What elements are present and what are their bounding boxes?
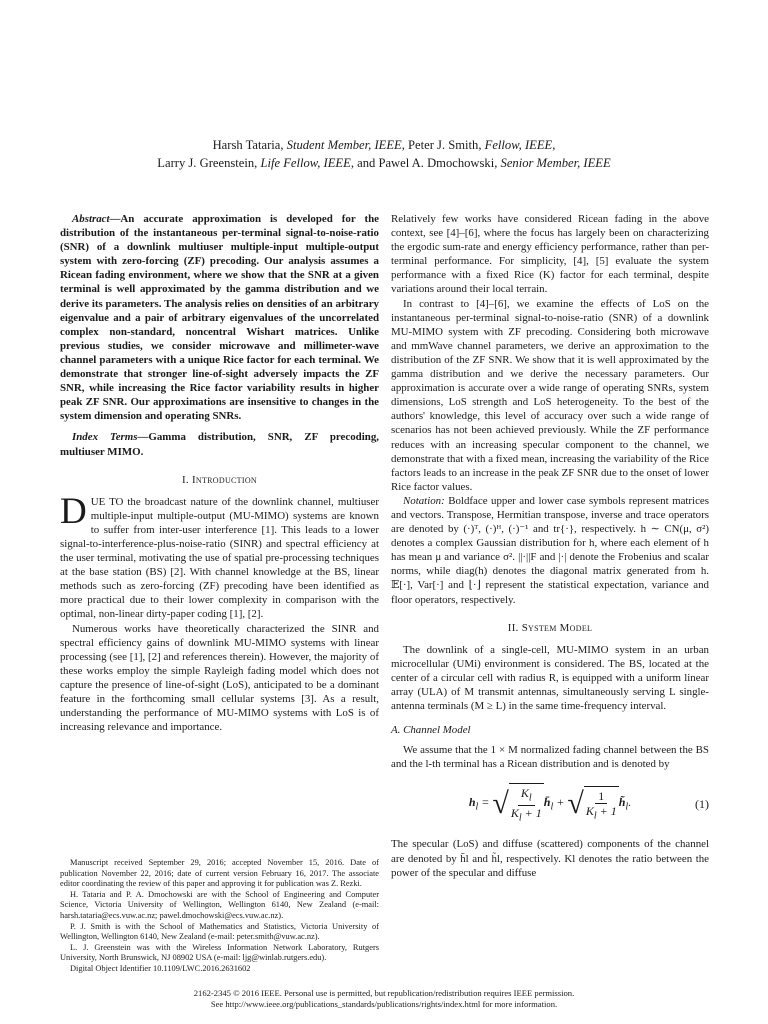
author-grade-tataria: Student Member, IEEE	[286, 138, 402, 152]
drop-cap: D	[60, 490, 87, 532]
section-heading-introduction: I. Introduction	[182, 473, 257, 486]
right-column	[391, 212, 709, 880]
footnote-affiliation-greenstein: L. J. Greenstein was with the Wireless Information Network Laboratory, Rutgers University, North Brunswick, NJ 08902 USA (e-mail: ljg@winlab.rutgers.edu).	[60, 942, 379, 963]
author-separator: ,	[552, 138, 556, 152]
copyright-footer	[60, 988, 708, 1010]
right-paragraph-2: In contrast to [4]–[6], we examine the effects of LoS on the instantaneous per-terminal signal-to-noise-ratio (SNR) of a downlink MU-MIMO system with ZF precoding. Considering both microwave and mmWave channel parameters, we derive an approximation to the distribution of the ZF SNR. We show that it is well approximated by the gamma distribution and we derive the necessary parameters. Our approximation is accurate over a wide range of operating SNRs, system dimensions, LoS strength and LoS heterogeneity. To the best of the authors' knowledge, this level of accuracy over such a wide range of scenarios has not been achieved previously. While the ZF performance reduces with an increasing specular component to the channel, we demonstrate that with a fixed mean, increasing the variability of the Rice factors leads to an increase in the peak ZF SNR due to the onset of lower Rice factor values.	[391, 297, 709, 493]
author-grade-dmochowski: Senior Member, IEEE	[500, 156, 611, 170]
subsection-heading-channel-model: A. Channel Model	[391, 724, 471, 737]
channel-model-paragraph: We assume that the 1 × M normalized fading channel between the BS and the l-th terminal has a Ricean distribution and is denoted by	[391, 744, 709, 771]
author-line-1	[60, 136, 708, 154]
equation-number: (1)	[695, 797, 709, 812]
equation-1: $h_l$ = √ $\frac{K_l}{K_l + 1}$ $h̄_l$ + √ $\frac{1}{K_l + 1}$ $h̃_l$. (1)	[391, 777, 709, 831]
footnotes	[60, 858, 379, 975]
index-terms	[60, 430, 379, 458]
author-grade-greenstein: Life Fellow, IEEE	[260, 156, 351, 170]
right-paragraph-final: The specular (LoS) and diffuse (scattered) components of the channel are denoted by h̄l and h̃l, respectively. Kl denotes the ratio between the power of the specular and diffuse	[391, 838, 709, 879]
abstract	[60, 212, 379, 423]
left-column	[60, 212, 379, 734]
intro-paragraph-2: Numerous works have theoretically characterized the SINR and spectral efficiency gains of downlink MU-MIMO systems with linear processing (see [1], [2] and references therein). However, the majority of these works employ the simple Rayleigh fading model which does not capture the presence of line-of-sight (LoS), anticipated to be a dominant feature in the forthcoming small cellular systems [3]. As a result, understanding the performance of MU-MIMO systems with LoS is of increasing relevance and importance.	[60, 622, 379, 734]
section-heading-system-model: II. System Model	[507, 621, 593, 634]
author-name-tataria: Harsh Tataria,	[212, 138, 287, 152]
author-line-2	[60, 154, 708, 172]
author-name-greenstein: Larry J. Greenstein,	[157, 156, 261, 170]
rights-url-line: See http://www.ieee.org/publications_standards/publications/rights/index.html for more information.	[210, 999, 558, 1009]
footnote-doi: Digital Object Identifier 10.1109/LWC.2016.2631602	[70, 963, 251, 973]
right-paragraph-1: Relatively few works have considered Ricean fading in the above context, see [4]–[6], where the focus has largely been on characterizing the ergodic sum-rate and energy efficiency performance, rather than per-terminal performance. For simplicity, [4], [5] evaluate the system performance with a fixed Rice (K) factor for each terminal, despite variations around their local terrain.	[391, 213, 709, 296]
footnote-affiliation-smith: P. J. Smith is with the School of Mathematics and Statistics, Victoria University of Wellington, Wellington 6140, New Zealand (e-mail: peter.smith@vuw.ac.nz).	[60, 921, 379, 942]
abstract-text: —An accurate approximation is developed for the distribution of the instantaneous per-terminal signal-to-noise-ratio (SNR) of a downlink multiuser multiple-input multiple-output system with zero-forcing (ZF) precoding. Our analysis assumes a Ricean fading environment, where we show that the SNR at a given terminal is well approximated by the gamma distribution and we derive its parameters. The analysis relies on densities of an arbitrary eigenvalue and a pair of arbitrary eigenvalues of the uncorrelated complex non-standard, noncentral Wishart matrices. Unlike previous studies, we consider microwave and millimeter-wave channel parameters with a unique Rice factor for each terminal. We demonstrate that stronger line-of-sight adversely impacts the ZF SNR, while increasing the Rice factor variability results in higher peak ZF SNR. Our approximations are insensitive to changes in the system dimension and operating SNRs.	[60, 213, 379, 423]
footnote-manuscript: Manuscript received September 29, 2016; accepted November 15, 2016. Date of publication November 22, 2016; date of current version February 16, 2017. The associate editor coordinating the review of this paper and approving it for publication was Z. Rezki.	[60, 858, 379, 889]
copyright-line: 2162-2345 © 2016 IEEE. Personal use is permitted, but republication/redistribution requires IEEE permission.	[193, 988, 575, 998]
intro-paragraph-1: DUE TO the broadcast nature of the downlink channel, multiuser multiple-input multiple-output (MU-MIMO) systems are known to suffer from inter-user interference [1]. This leads to a lower signal-to-interference-plus-noise-ratio (SINR) and spectral efficiency at the user terminal, motivating the use of spatial pre-processing techniques at the base station (BS) [2]. With channel knowledge at the BS, linear methods such as zero-forcing (ZF) precoding have been identified as more practical due to their lower complexity in comparison with the optimal, non-linear dirty-paper coding [1], [2].	[60, 490, 379, 621]
author-name-dmochowski: , and Pawel A. Dmochowski,	[350, 156, 501, 170]
notation-label: Notation:	[403, 494, 445, 507]
notation-paragraph	[391, 494, 709, 607]
notation-text: Boldface upper and lower case symbols represent matrices and vectors. Transpose, Hermitian transpose, inverse and trace operators are denoted by (·)ᵀ, (·)ᴴ, (·)⁻¹ and tr{·}, respectively. h ∼ CN(μ, σ²) denotes a complex Gaussian distribution for h, where each element of h has mean μ and variance σ². ||·||F and |·| denote the Frobenius and scalar norms, while diag(h) denotes the diagonal matrix generated from h. 𝔼[·], Var[·] and ⌊·⌋ represent the statistical expectation, variance and floor operators, respectively.	[391, 494, 709, 606]
system-model-paragraph: The downlink of a single-cell, MU-MIMO system in an urban microcellular (UMi) environment is considered. The BS, located at the center of a circular cell with radius R, is equipped with a uniform linear array (ULA) of M transmit antennas, simultaneously serving L single-antenna terminals (M ≥ L) in the same time-frequency interval.	[391, 643, 709, 713]
footnote-affiliation-tataria: H. Tataria and P. A. Dmochowski are with the School of Engineering and Computer Science, Victoria University of Wellington, Wellington 6140, New Zealand (e-mail: harsh.tataria@ecs.vuw.ac.nz; pawel.dmochowski@ecs.vuw.ac.nz).	[60, 889, 379, 920]
index-terms-text: —Gamma distribution, SNR, ZF precoding, multiuser MIMO.	[60, 431, 379, 458]
abstract-label: Abstract	[72, 213, 110, 225]
author-grade-smith: Fellow, IEEE	[484, 138, 553, 152]
author-name-smith: , Peter J. Smith,	[401, 138, 485, 152]
author-block	[60, 136, 708, 172]
index-terms-label: Index Terms	[72, 431, 138, 444]
